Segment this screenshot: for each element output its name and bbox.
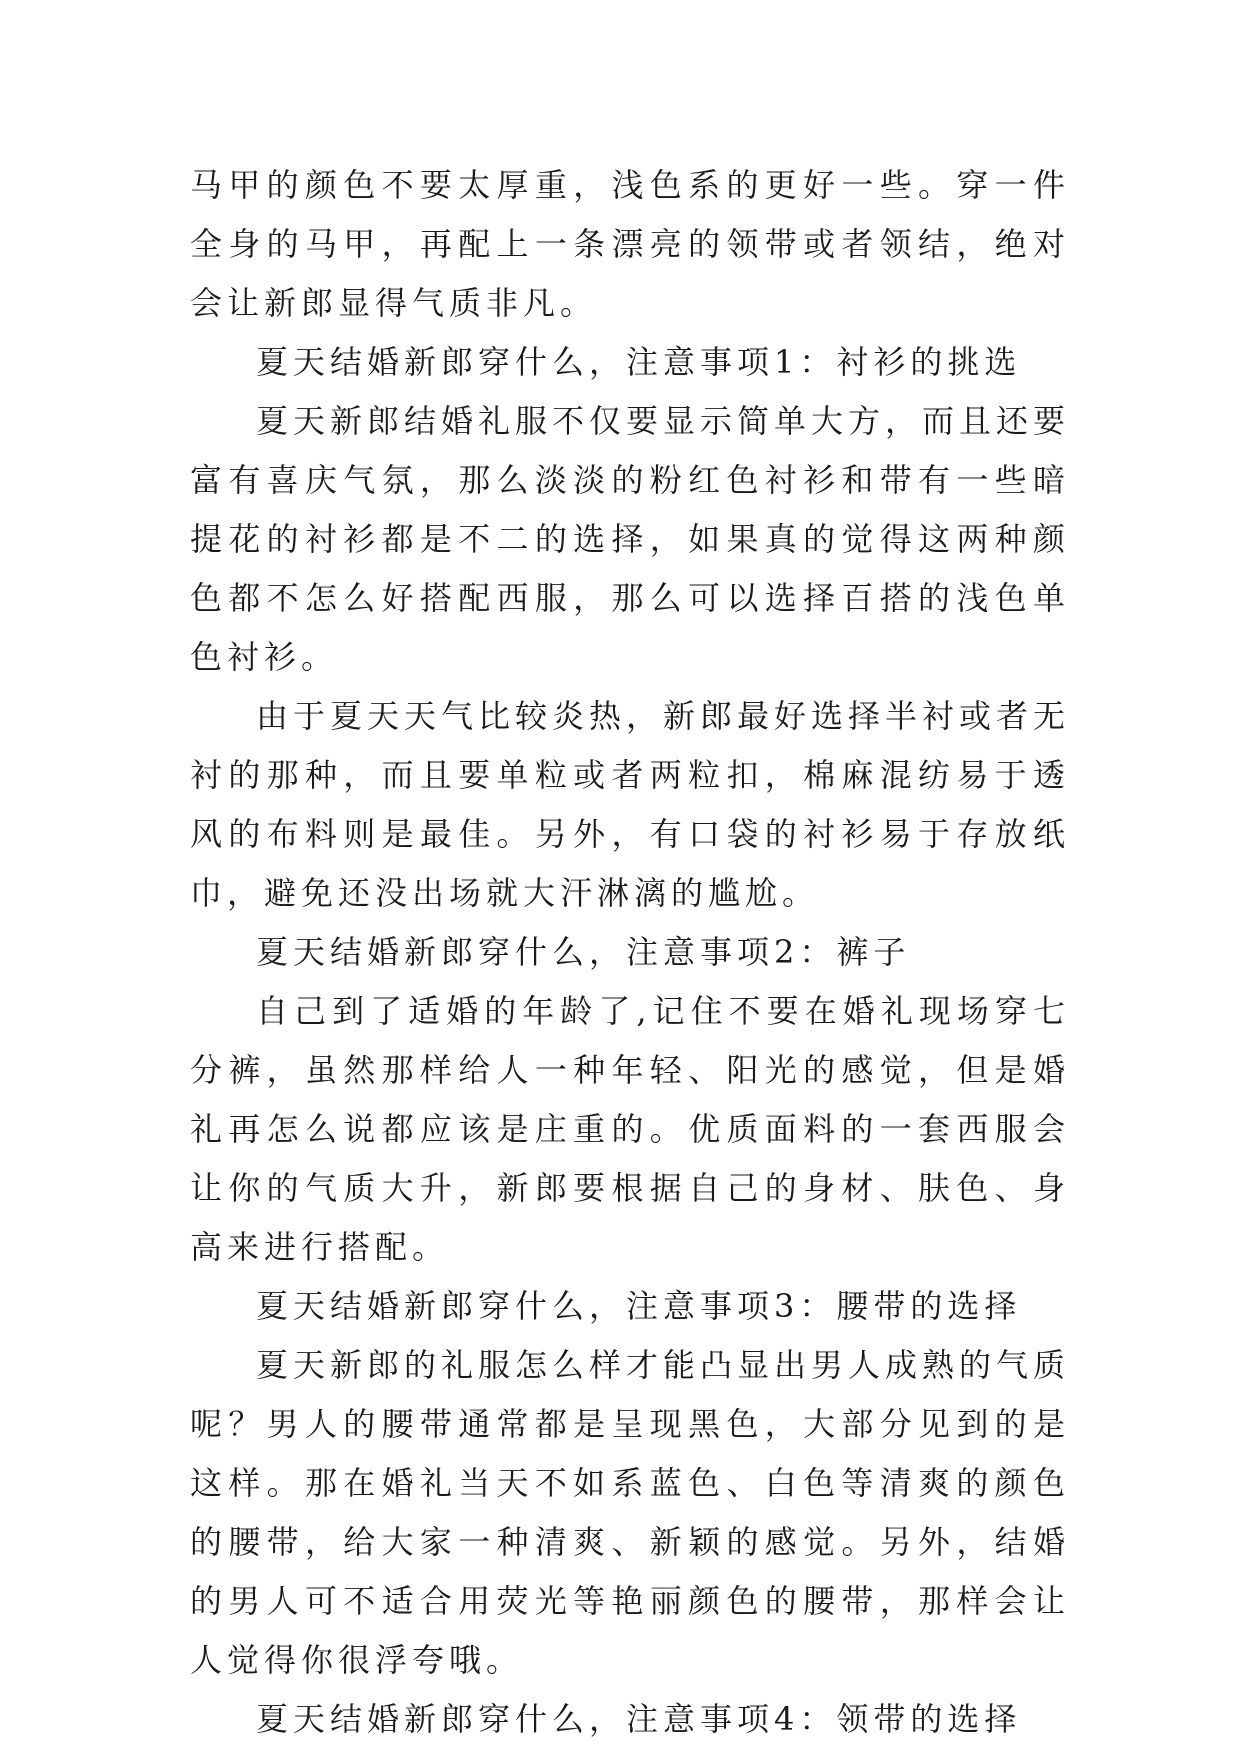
section-heading-tie: 夏天结婚新郎穿什么，注意事项4：领带的选择 xyxy=(256,1700,1022,1738)
document-body xyxy=(190,156,1070,1749)
paragraph-shirt-fabric: 由于夏天天气比较炎热，新郎最好选择半衬或者无衬的那种，而且要单粒或者两粒扣，棉麻混纺易于透风的布料则是最佳。另外，有口袋的衬衫易于存放纸巾，避免还没出场就大汗淋漓的尴尬。 xyxy=(190,697,1071,912)
section-heading-belt: 夏天结婚新郎穿什么，注意事项3：腰带的选择 xyxy=(256,1287,1022,1325)
paragraph-trousers: 自己到了适婚的年龄了,记住不要在婚礼现场穿七分裤，虽然那样给人一种年轻、阳光的感觉，但是婚礼再怎么说都应该是庄重的。优质面料的一套西服会让你的气质大升，新郎要根据自己的身材、肤色、身高来进行搭配。 xyxy=(190,992,1070,1266)
paragraph-vest-color: 马甲的颜色不要太厚重，浅色系的更好一些。穿一件全身的马甲，再配上一条漂亮的领带或者领结，绝对会让新郎显得气质非凡。 xyxy=(190,166,1070,322)
section-heading-shirt: 夏天结婚新郎穿什么，注意事项1：衬衫的挑选 xyxy=(256,343,1022,381)
paragraph-shirt-choice: 夏天新郎结婚礼服不仅要显示简单大方，而且还要富有喜庆气氛，那么淡淡的粉红色衬衫和带有一些暗提花的衬衫都是不二的选择，如果真的觉得这两种颜色都不怎么好搭配西服，那么可以选择百搭的浅色单色衬衫。 xyxy=(190,402,1071,676)
paragraph-belt: 夏天新郎的礼服怎么样才能凸显出男人成熟的气质呢？男人的腰带通常都是呈现黑色，大部分见到的是这样。那在婚礼当天不如系蓝色、白色等清爽的颜色的腰带，给大家一种清爽、新颖的感觉。另外，结婚的男人可不适合用荧光等艳丽颜色的腰带，那样会让人觉得你很浮夸哦。 xyxy=(190,1346,1071,1679)
section-heading-trousers: 夏天结婚新郎穿什么，注意事项2：裤子 xyxy=(256,933,911,971)
